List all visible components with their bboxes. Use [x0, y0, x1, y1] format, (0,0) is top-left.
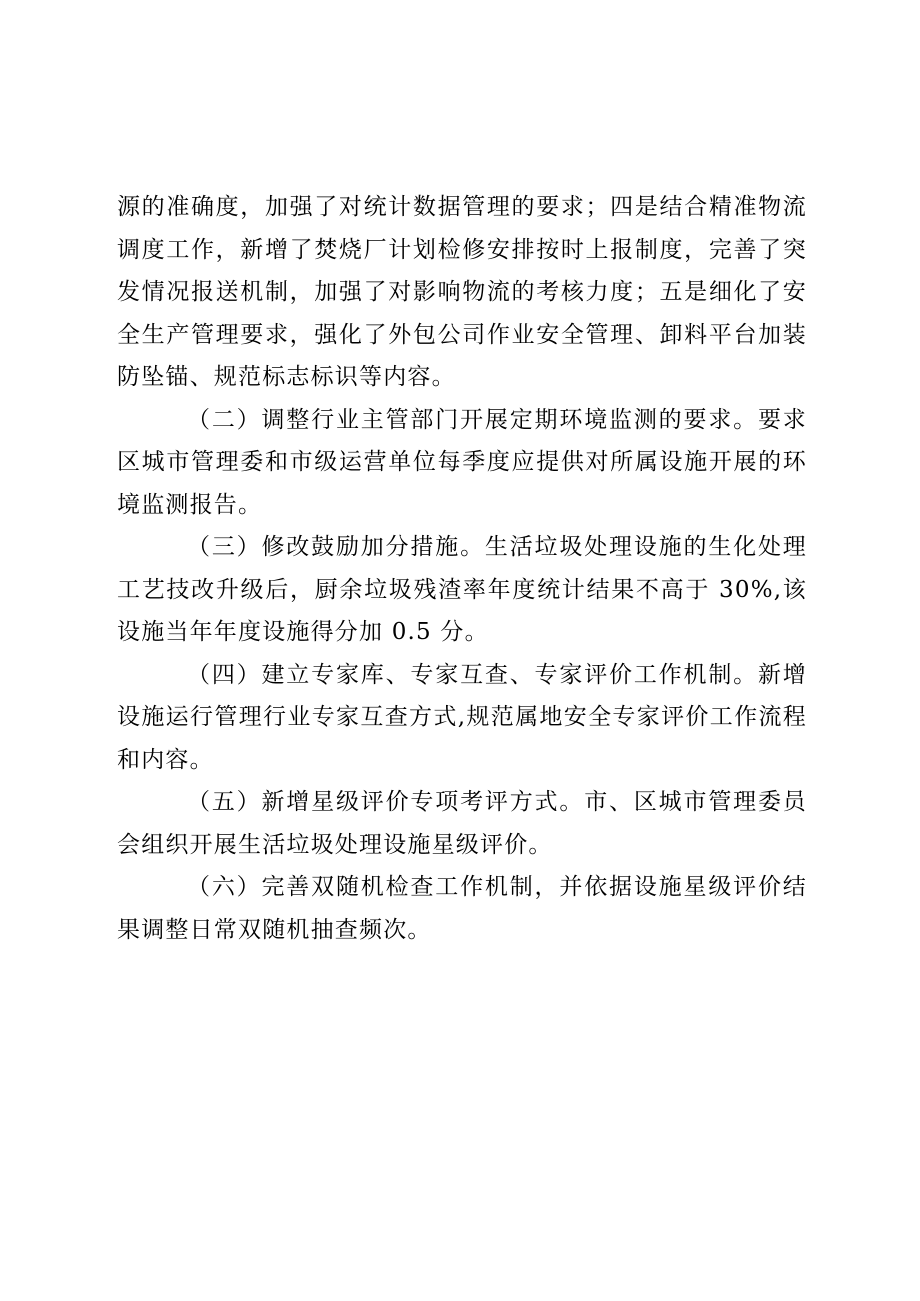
document-body	[117, 186, 807, 951]
paragraph-continuation: 源的准确度，加强了对统计数据管理的要求；四是结合精准物流调度工作，新增了焚烧厂计划检修安排按时上报制度，完善了突发情况报送机制，加强了对影响物流的考核力度；五是细化了安全生产管理要求，强化了外包公司作业安全管理、卸料平台加装防坠锚、规范标志标识等内容。	[117, 194, 807, 390]
paragraph-item-5: （五）新增星级评价专项考评方式。市、区城市管理委员会组织开展生活垃圾处理设施星级评价。	[117, 789, 807, 858]
paragraph-item-6: （六）完善双随机检查工作机制，并依据设施星级评价结果调整日常双随机抽查频次。	[117, 874, 807, 943]
paragraph-item-3: （三）修改鼓励加分措施。生活垃圾处理设施的生化处理工艺技改升级后，厨余垃圾残渣率年度统计结果不高于 30%,该设施当年年度设施得分加 0.5 分。	[117, 534, 807, 645]
paragraph-item-2: （二）调整行业主管部门开展定期环境监测的要求。要求区城市管理委和市级运营单位每季度应提供对所属设施开展的环境监测报告。	[117, 406, 807, 518]
paragraph-item-4: （四）建立专家库、专家互查、专家评价工作机制。新增设施运行管理行业专家互查方式,规范属地安全专家评价工作流程和内容。	[117, 661, 807, 773]
